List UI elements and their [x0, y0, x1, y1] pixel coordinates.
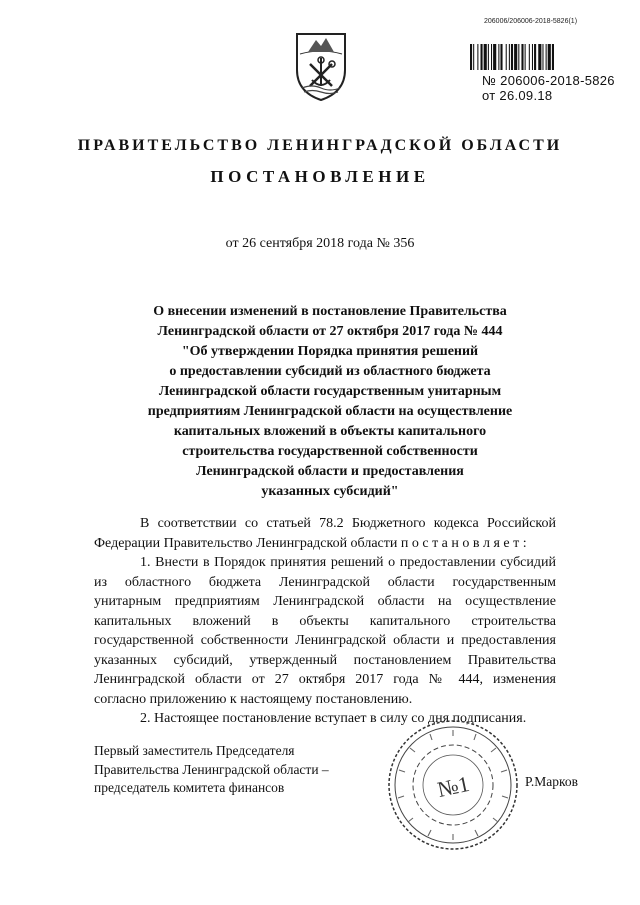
barcode-bar	[546, 44, 547, 70]
government-title: ПРАВИТЕЛЬСТВО ЛЕНИНГРАДСКОЙ ОБЛАСТИ	[77, 137, 563, 154]
barcode-bar	[538, 44, 541, 70]
barcode-bar	[506, 44, 507, 70]
barcode-bar	[470, 44, 472, 70]
item-1-line: капитальных вложений в объекты капитального строительства	[94, 613, 556, 629]
barcode-bar	[511, 44, 513, 70]
document-heading	[120, 302, 540, 502]
official-seal-stamp-icon	[386, 718, 520, 852]
document-type: ПОСТАНОВЛЕНИЕ	[210, 167, 430, 186]
item-1-line: Ленинградской области от 27 октября 2017 года № 444, изменения	[94, 672, 556, 687]
heading-line: Ленинградской области от 27 октября 2017 года № 444	[157, 324, 503, 339]
heading-line: "Об утверждении Порядка принятия решений	[181, 344, 479, 359]
item-1-line: государственной собственности Ленинградской области и предоставления	[94, 633, 556, 648]
barcode-bar	[481, 44, 483, 70]
signatory-position-line: Правительства Ленинградской области –	[94, 761, 329, 777]
barcode-bar	[518, 44, 519, 70]
item-1-line: унитарным предприятиям Ленинградской области на осуществление	[94, 594, 556, 609]
leningrad-region-coat-of-arms-icon	[294, 30, 348, 102]
preamble-line: В соответствии со статьей 78.2 Бюджетного кодекса Российской	[140, 516, 556, 531]
barcode-bar	[525, 44, 526, 70]
heading-line: строительства государственной собственности	[182, 444, 478, 459]
heading-line: Ленинградской области и предоставления	[196, 464, 464, 479]
signatory-name: Р.Марков	[525, 774, 578, 789]
barcode-bar	[491, 44, 492, 70]
heading-line: о предоставлении субсидий из областного бюджета	[169, 364, 491, 379]
item-1-line: из областного бюджета Ленинградской области государственным	[94, 574, 556, 590]
document-date-number: от 26 сентября 2018 года № 356	[225, 236, 415, 251]
signatory-position	[94, 742, 329, 798]
barcode-bar	[498, 44, 499, 70]
heading-line: указанных субсидий"	[261, 484, 399, 499]
barcode-bar	[532, 44, 533, 70]
item-1-line: согласно приложению к настоящему постановлению.	[94, 691, 413, 707]
barcode-bar	[500, 44, 502, 70]
barcode-bar	[521, 44, 523, 70]
registration-number	[482, 73, 615, 103]
registration-date: от 26.09.18	[482, 88, 553, 103]
barcode-bar	[473, 44, 474, 70]
heading-line: О внесении изменений в постановление Правительства	[153, 304, 507, 319]
barcode-bar	[514, 44, 517, 70]
registration-number-value: № 206006-2018-5826	[482, 73, 615, 88]
barcode-bar	[493, 44, 496, 70]
barcode-bar	[529, 44, 530, 70]
document-serial: 206006/206006-2018-5826(1)	[484, 18, 578, 25]
item-1-line: 1. Внести в Порядок принятия решений о предоставлении субсидий	[140, 555, 556, 570]
barcode-bar	[542, 44, 543, 70]
heading-line: предприятиям Ленинградской области на осуществление	[147, 404, 513, 419]
barcode-bar	[488, 44, 489, 70]
barcode-bar	[477, 44, 478, 70]
document-body	[94, 514, 556, 729]
heading-line: капитальных вложений в объекты капитального	[173, 424, 487, 439]
barcode-icon	[470, 44, 618, 70]
signatory-position-line: председатель комитета финансов	[94, 780, 285, 795]
preamble-line: Федерации Правительство Ленинградской области п о с т а н о в л я е т :	[94, 535, 527, 551]
barcode-bar	[534, 44, 536, 70]
signatory-position-line: Первый заместитель Председателя	[94, 743, 295, 758]
barcode-bar	[552, 44, 554, 70]
stamp-number: №1	[435, 770, 472, 803]
barcode-bar	[484, 44, 487, 70]
item-2-line: 2. Настоящее постановление вступает в силу со дня подписания.	[140, 711, 527, 726]
barcode-bar	[509, 44, 510, 70]
item-1-line: указанных субсидий, утвержденный постановлением Правительства	[94, 652, 556, 668]
barcode-bar	[548, 44, 551, 70]
heading-line: Ленинградской области государственным унитарным	[158, 384, 502, 399]
